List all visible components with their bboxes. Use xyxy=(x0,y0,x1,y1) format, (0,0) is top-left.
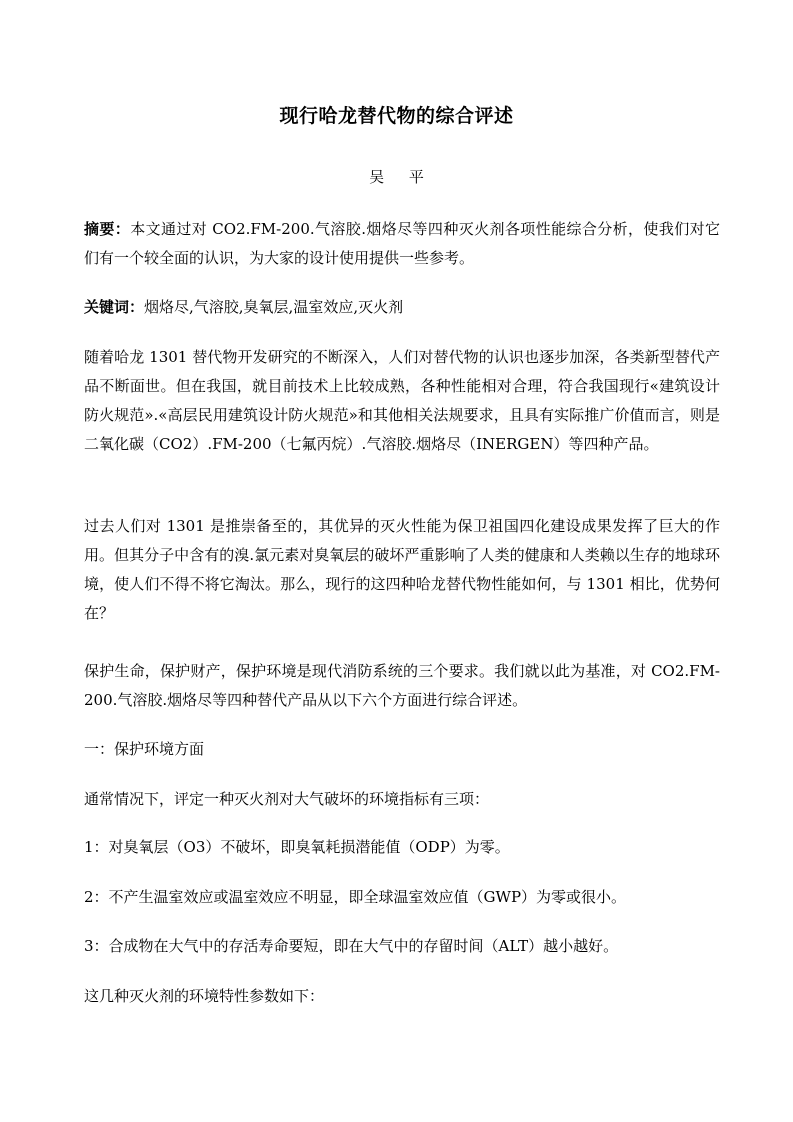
abstract-text: 本文通过对 CO2.FM-200.气溶胶.烟烙尽等四种灭火剂各项性能综合分析，使我们对它们有一个较全面的认识，为大家的设计使用提供一些参考。 xyxy=(84,220,720,267)
body-paragraph-5: 这几种灭火剂的环境特性参数如下： xyxy=(84,987,325,1005)
abstract-label: 摘要： xyxy=(84,220,131,238)
body-paragraph-3: 保护生命，保护财产，保护环境是现代消防系统的三个要求。我们就以此为基准，对 CO2.FM-200.气溶胶.烟烙尽等四种替代产品从以下六个方面进行综合评述。 xyxy=(84,662,720,709)
keywords-paragraph xyxy=(84,293,720,322)
keywords-text: 烟烙尽,气溶胶,臭氧层,温室效应,灭火剂 xyxy=(144,298,404,316)
body-paragraph-1: 随着哈龙 1301 替代物开发研究的不断深入，人们对替代物的认识也逐步加深，各类新型替代产品不断面世。但在我国，就目前技术上比较成熟，各种性能相对合理，符合我国现行«建筑设计防火规范».«高层民用建筑设计防火规范»和其他相关法规要求，且具有实际推广价值而言，则是二氧化碳（CO2）.FM-200（七氟丙烷）.气溶胶.烟烙尽（INERGEN）等四种产品。 xyxy=(84,348,720,453)
author-name: 吴 平 xyxy=(369,168,434,186)
keywords-label: 关键词： xyxy=(84,298,145,316)
list-item-3: 3：合成物在大气中的存活寿命要短，即在大气中的存留时间（ALT）越小越好。 xyxy=(84,937,619,955)
list-item-1: 1：对臭氧层（O3）不破坏，即臭氧耗损潜能值（ODP）为零。 xyxy=(84,838,510,856)
abstract-paragraph xyxy=(84,215,720,273)
list-item-2: 2：不产生温室效应或温室效应不明显，即全球温室效应值（GWP）为零或很小。 xyxy=(84,888,627,906)
body-paragraph-2: 过去人们对 1301 是推崇备至的，其优异的灭火性能为保卫祖国四化建设成果发挥了巨大的作用。但其分子中含有的溴.氯元素对臭氧层的破坏严重影响了人类的健康和人类赖以生存的地球环境，使人们不得不将它淘汰。那么，现行的这四种哈龙替代物性能如何，与 1301 相比，优势何在？ xyxy=(84,517,720,622)
body-paragraph-4: 通常情况下，评定一种灭火剂对大气破坏的环境指标有三项： xyxy=(84,790,490,808)
section-heading-environment: 一：保护环境方面 xyxy=(84,740,205,758)
document-title: 现行哈龙替代物的综合评述 xyxy=(279,105,514,127)
